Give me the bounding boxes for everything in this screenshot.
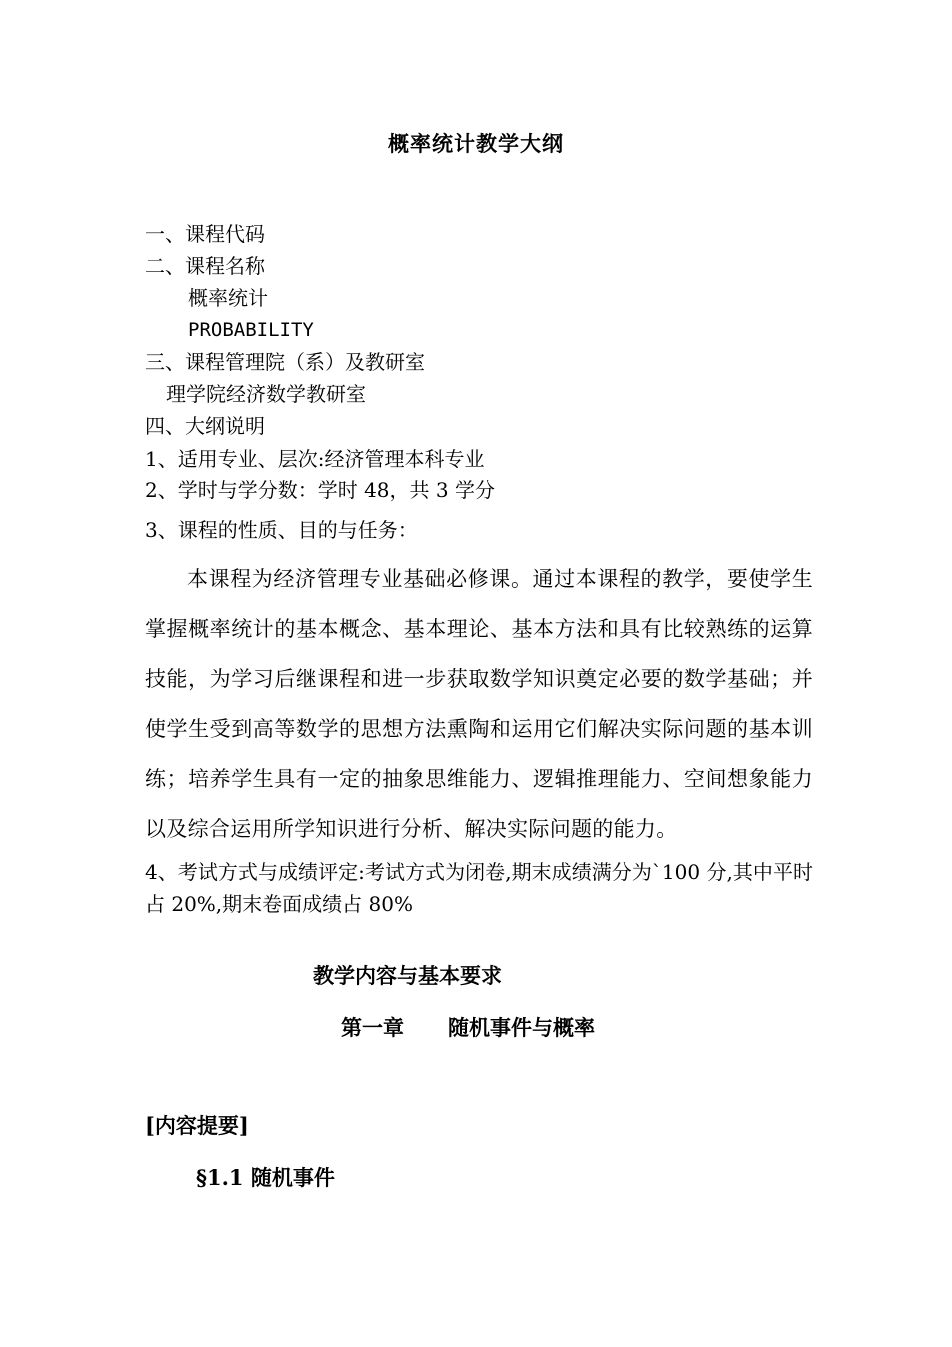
chapter-heading xyxy=(341,1012,595,1042)
item-department: 三、课程管理院（系）及教研室 xyxy=(145,350,425,374)
item-course-code: 一、课程代码 xyxy=(145,222,265,246)
chapter-name: 随机事件与概率 xyxy=(448,1015,595,1040)
exam-info: 4、考试方式与成绩评定:考试方式为闭卷,期末成绩满分为`100 分,其中平时占 20%,期末卷面成绩占 80% xyxy=(145,860,813,916)
course-description: 本课程为经济管理专业基础必修课。通过本课程的教学，要使学生掌握概率统计的基本概念、基本理论、基本方法和具有比较熟练的运算技能，为学习后继课程和进一步获取数学知识奠定必要的数学基础；并使学生受到高等数学的思想方法熏陶和运用它们解决实际问题的基本训练；培养学生具有一定的抽象思维能力、逻辑推理能力、空间想象能力以及综合运用所学知识进行分析、解决实际问题的能力。 xyxy=(145,567,813,841)
section-title: 教学内容与基本要求 xyxy=(313,963,502,988)
item-outline: 四、大纲说明 xyxy=(145,414,265,438)
department-value: 理学院经济数学教研室 xyxy=(166,382,366,406)
document-title: 概率统计教学大纲 xyxy=(388,131,564,156)
chapter-number: 第一章 xyxy=(341,1015,404,1040)
item-course-name: 二、课程名称 xyxy=(145,254,265,278)
content-summary-label: [内容提要] xyxy=(145,1113,249,1138)
course-name-en: PROBABILITY xyxy=(188,319,314,341)
item-major: 1、适用专业、层次:经济管理本科专业 xyxy=(145,447,485,471)
course-name-cn: 概率统计 xyxy=(188,286,268,310)
item-nature: 3、课程的性质、目的与任务： xyxy=(145,518,418,542)
item-hours: 2、学时与学分数：学时 48，共 3 学分 xyxy=(145,478,495,502)
subsection-title: §1.1 随机事件 xyxy=(196,1165,335,1190)
